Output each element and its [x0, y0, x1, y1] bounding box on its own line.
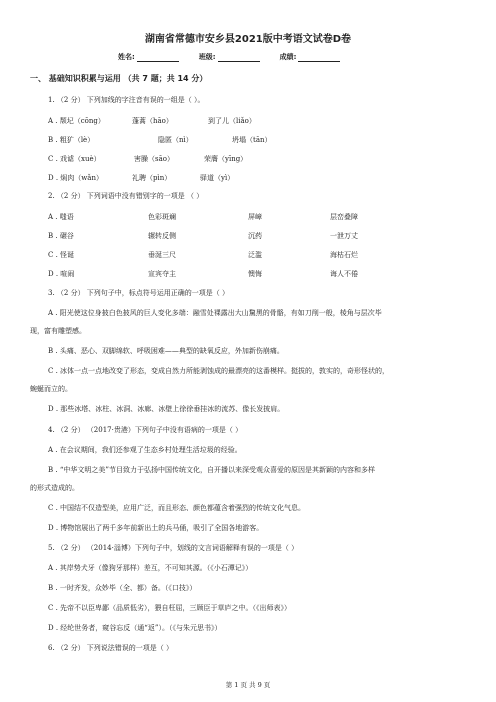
question-2-stem: 2. （2 分） 下列词语中没有错别字的一项是 （ ） — [48, 192, 204, 200]
name-blank[interactable] — [137, 54, 179, 62]
q1-option-d-1: D . 焖肉（wǎn） — [48, 174, 103, 182]
q2-option-d-3: 懊悔 — [248, 270, 262, 278]
q2-option-b-2: 辗转反侧 — [148, 232, 176, 240]
name-label: 姓名: — [118, 53, 135, 61]
q1-option-b-1: B . 粗犷（lè） — [48, 136, 95, 144]
q2-option-b-1: B . 碾谷 — [48, 232, 74, 240]
q2-option-d-1: D . 喧闹 — [48, 270, 75, 278]
question-3-stem: 3. （2 分） 下列句子中，标点符号运用正确的一项是（ ） — [48, 289, 230, 297]
class-blank[interactable] — [218, 54, 260, 62]
question-5-stem: 5. （2 分） （2014·淄博）下列句子中，划线的文言词语解释有误的一项是（ ） — [48, 544, 299, 552]
q3-option-c-cont: 蜿蜒而立的。 — [30, 385, 72, 393]
q5-option-b: B . 一时齐发，众妙毕（全、都）备。（《口技》） — [48, 584, 197, 592]
q3-option-c: C . 冰体一点一点地改变了形态，变成自然力所能剥蚀成的最漂亮的这番模样。挺拔的，敦实的，奇形怪状的， — [48, 367, 390, 375]
q3-option-a-cont: 现，富有雕塑感。 — [30, 327, 86, 335]
q1-option-a-1: A . 颓圮（cōng） — [48, 117, 105, 125]
q1-option-c-2: 害臊（sāo） — [134, 155, 174, 163]
q2-option-a-3: 屏嶂 — [248, 213, 262, 221]
q5-option-c: C . 先帝不以臣卑鄙（品质低劣），猥自枉屈，三顾臣于草庐之中。（《出师表》） — [48, 604, 292, 612]
question-1-stem: 1. （2 分） 下列加线的字注音有误的一组是（ ）。 — [48, 96, 205, 104]
q2-option-d-2: 宣宾夺主 — [148, 270, 176, 278]
q2-option-d-4: 诲人不倦 — [330, 270, 358, 278]
name-field[interactable] — [118, 52, 179, 62]
student-info-row — [118, 52, 360, 62]
score-field[interactable] — [280, 52, 341, 62]
question-4-stem: 4. （2 分） （2017·贵港）下列句子中没有语病的一项是（ ） — [48, 426, 243, 434]
q5-option-a: A . 其岸势犬牙（像狗牙那样）差互，不可知其源。（《小石潭记》） — [48, 564, 253, 572]
q2-option-c-1: C . 怪诞 — [48, 251, 75, 259]
q3-option-a: A . 阳光使这位身披白色披风的巨人变化多端：融雪处裸露出大山黧黑的骨骼，有如刀削一般，棱角与层次毕 — [48, 309, 382, 317]
q1-option-b-3: 坍塌（tān） — [232, 136, 272, 144]
q3-option-b: B . 头痛、恶心、双脚绵软、呼吸困难——典型的缺氧反应，外加新伤崩痛。 — [48, 347, 284, 355]
score-blank[interactable] — [298, 54, 340, 62]
q2-option-c-2: 垂涎三尺 — [148, 251, 176, 259]
exam-title: 湖南省常德市安乡县2021版中考语文试卷D卷 — [144, 34, 352, 45]
q4-option-b: B . “中华文明之美”节目致力于弘扬中国传统文化，自开播以来深受观众喜爱的原因是其新颖的内容和多样 — [48, 466, 375, 474]
question-6-stem: 6. （2 分） 下列说法错误的一项是（ ） — [48, 644, 174, 652]
q4-option-a: A . 在会议期间，我们还参观了生态乡村处理生活垃圾的经验。 — [48, 446, 242, 454]
q2-option-a-1: A . 嗤语 — [48, 213, 74, 221]
class-field[interactable] — [199, 52, 260, 62]
q1-option-d-3: 驿道（yì） — [200, 174, 235, 182]
score-label: 成绩: — [279, 53, 297, 61]
q2-option-b-4: 一泄万丈 — [330, 232, 358, 240]
q1-option-d-2: 礼聘（pìn） — [132, 174, 172, 182]
q4-option-c: C . 中国结不仅造型美，应用广泛，而且形态、颜色都蕴含着强烈的传统文化气息。 — [48, 504, 306, 512]
q4-option-b-cont: 的形式造成的。 — [30, 484, 79, 492]
q1-option-a-3: 到了儿（liǎo） — [208, 117, 256, 125]
q1-option-a-2: 蓬蒿（hāo） — [132, 117, 173, 125]
q5-option-d: D . 经纶世务者，窥谷忘反（通“返”）。（《与朱元思书》） — [48, 624, 222, 632]
q1-option-b-2: 隐匿（nì） — [158, 136, 193, 144]
q3-option-d: D . 那些冰塔、冰柱、冰洞、冰廊、冰壁上徐徐垂挂冰的流苏、像长发披肩。 — [48, 405, 285, 413]
q1-option-c-1: C . 戏谑（xuè） — [48, 155, 101, 163]
class-label: 班级: — [198, 53, 216, 61]
q4-option-d: D . 博物馆展出了两千多年前新出土的兵马俑，吸引了全国各地游客。 — [48, 524, 264, 532]
q2-option-a-2: 色彩斑斓 — [148, 213, 176, 221]
page-footer: 第 1 页 共 9 页 — [225, 681, 271, 689]
q2-option-c-3: 泛滥 — [248, 251, 262, 259]
q2-option-a-4: 层峦叠障 — [330, 213, 358, 221]
q1-option-c-3: 荣膺（yīng） — [204, 155, 248, 163]
q2-option-c-4: 海枯石烂 — [330, 251, 358, 259]
section-heading: 一、 基础知识积累与运用 （共 7 题；共 14 分） — [30, 74, 208, 83]
q2-option-b-3: 沉药 — [248, 232, 262, 240]
